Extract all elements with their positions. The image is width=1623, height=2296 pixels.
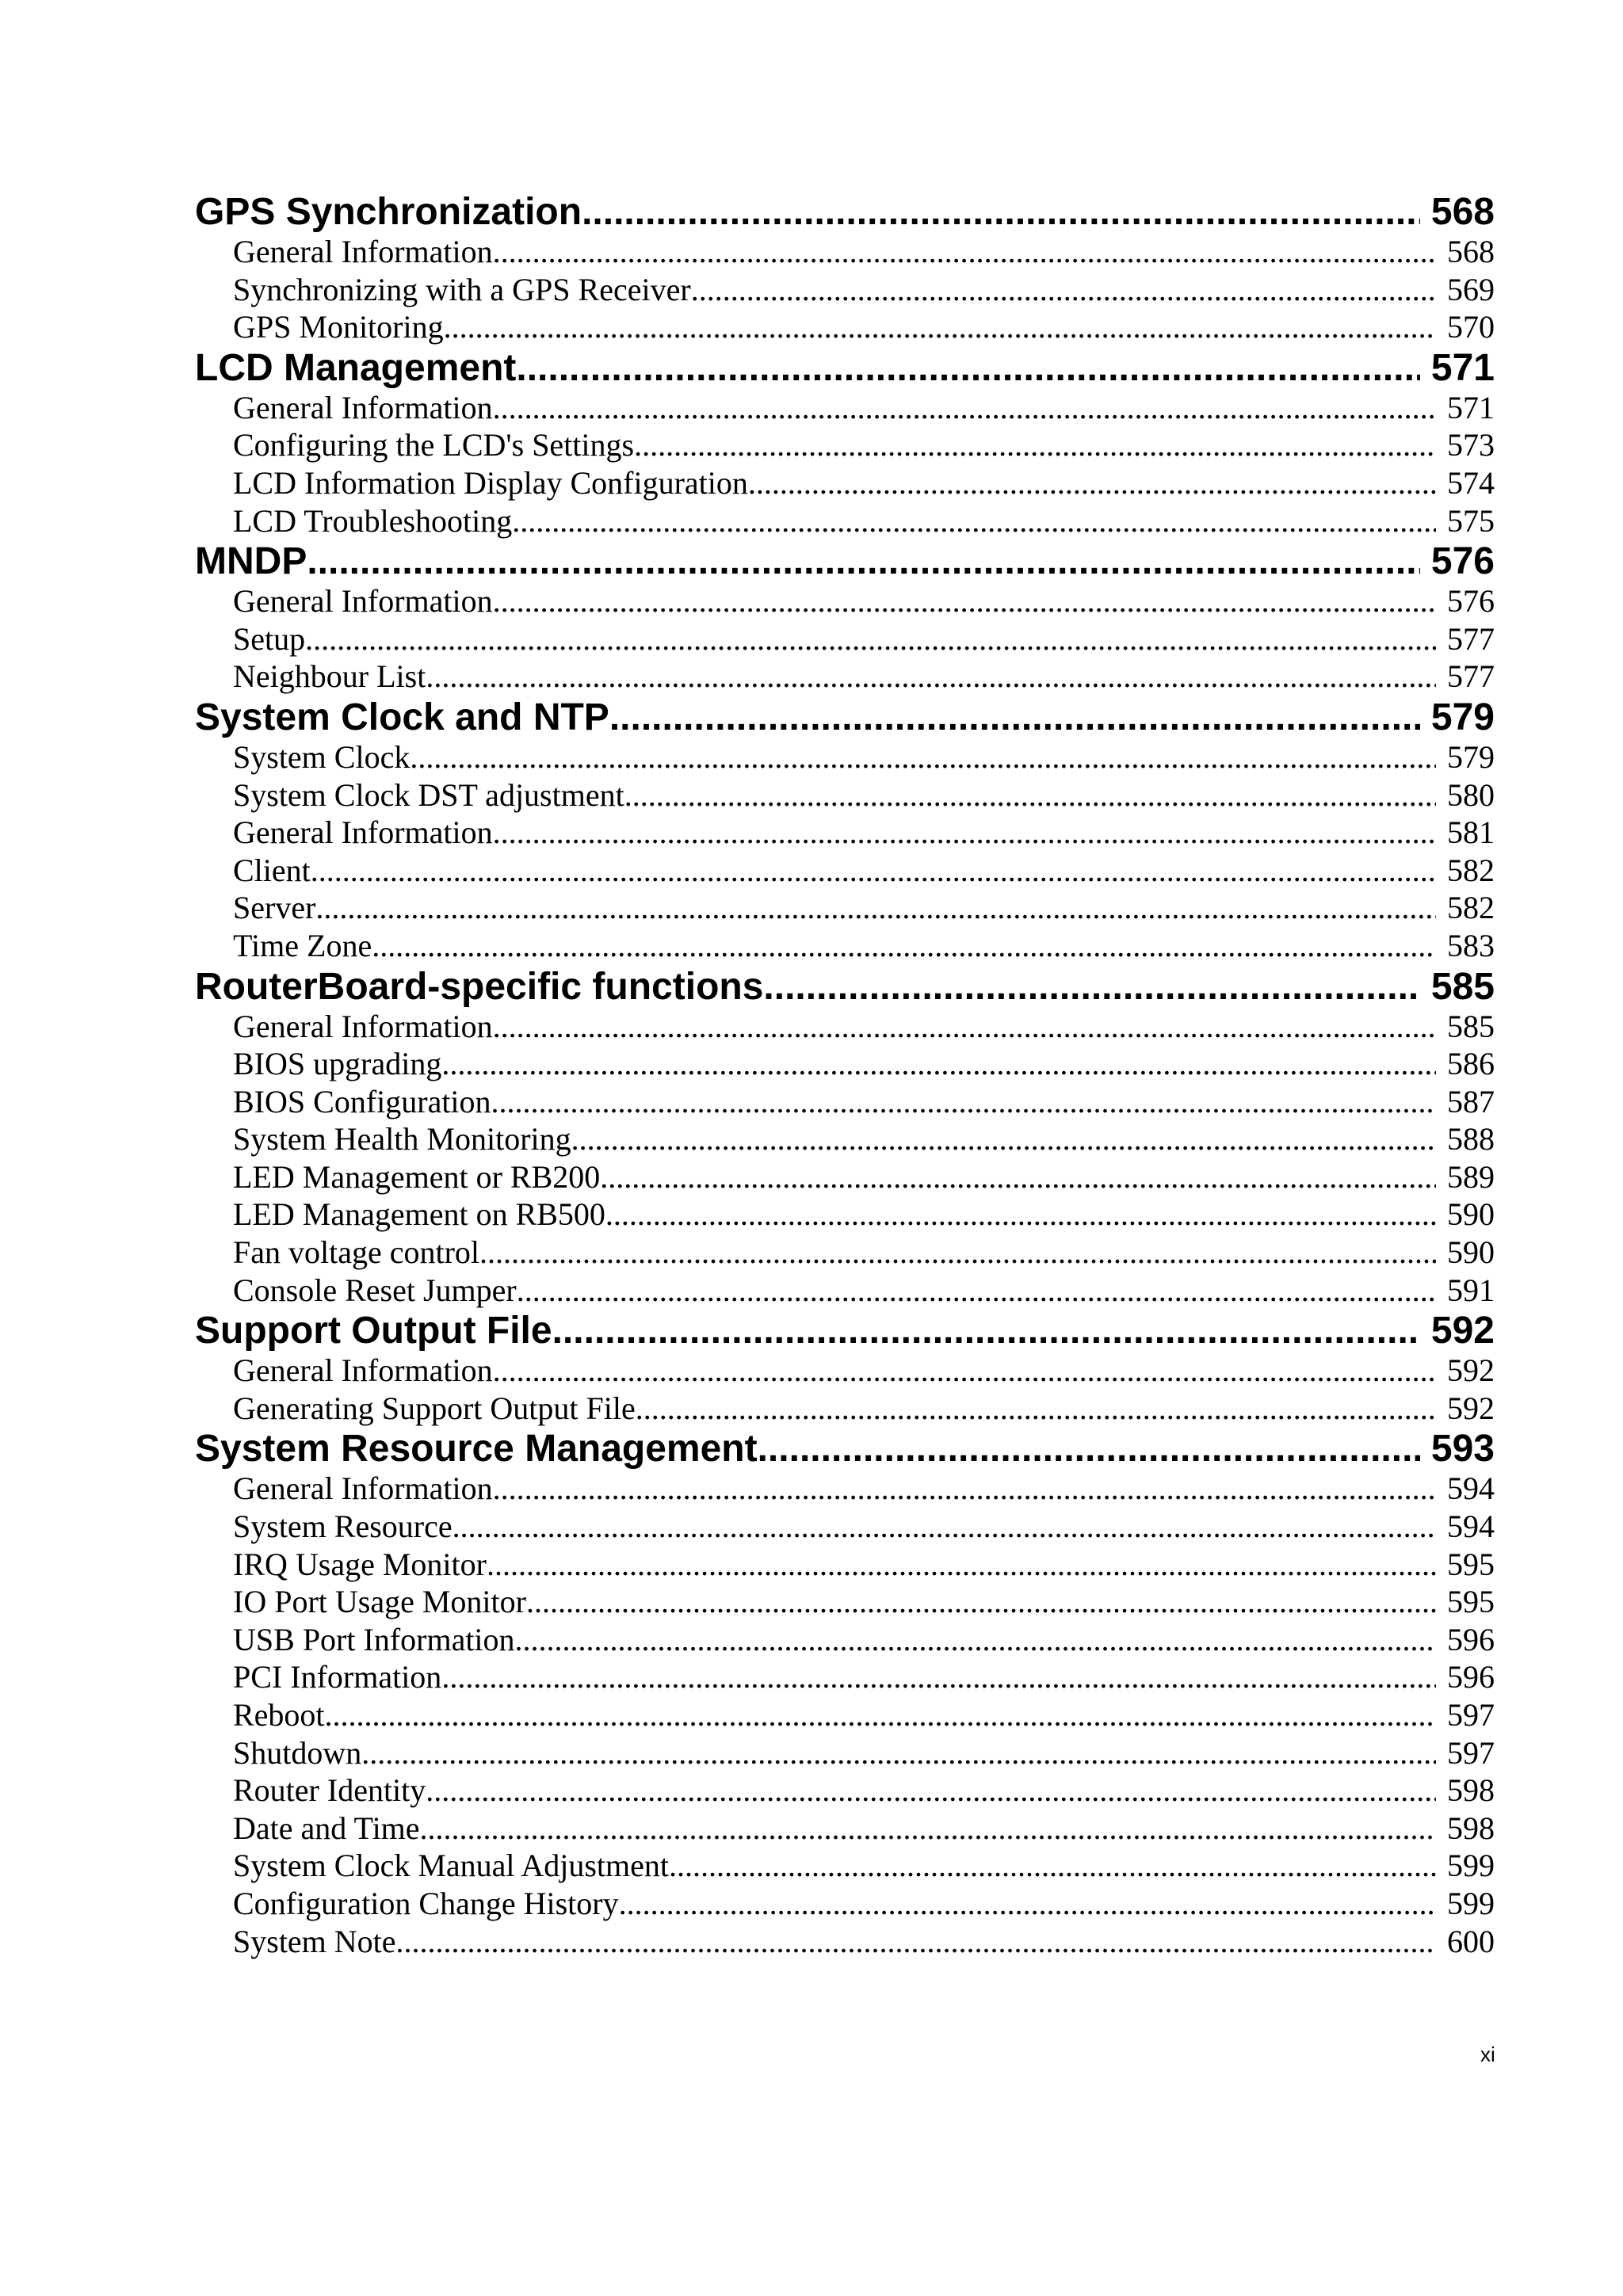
toc-entry-label: General Information	[233, 1352, 493, 1389]
toc-entry-page: 596	[1447, 1659, 1495, 1695]
page-number: xi	[1480, 2042, 1495, 2066]
toc-entry-page: 574	[1447, 464, 1495, 501]
toc-entry-page: 592	[1447, 1352, 1495, 1389]
dot-leader	[426, 1772, 1436, 1810]
toc-entry[interactable]	[195, 1120, 1495, 1158]
toc-entry-label: Date and Time	[233, 1810, 420, 1846]
dot-leader	[758, 1428, 1420, 1470]
toc-entry[interactable]	[195, 426, 1495, 464]
toc-section-heading[interactable]	[195, 697, 1495, 738]
dot-leader	[493, 582, 1436, 620]
toc-entry-page: 586	[1447, 1046, 1495, 1082]
toc-section-title: LCD Management	[195, 347, 517, 389]
toc-entry-page: 599	[1447, 1848, 1495, 1884]
toc-entry-page: 591	[1447, 1272, 1495, 1308]
toc-entry-label: Configuring the LCD's Settings	[233, 427, 635, 463]
toc-entry-page: 582	[1447, 852, 1495, 888]
toc-entry-page: 594	[1447, 1508, 1495, 1545]
toc-entry-label: Configuration Change History	[233, 1885, 619, 1921]
dot-leader	[479, 1234, 1436, 1272]
dot-leader	[571, 1120, 1436, 1158]
toc-entry[interactable]	[195, 1083, 1495, 1121]
dot-leader	[305, 620, 1436, 658]
toc-entry[interactable]	[195, 1390, 1495, 1428]
toc-entry-label: IO Port Usage Monitor	[233, 1584, 526, 1620]
toc-section-page: 571	[1430, 347, 1495, 389]
dot-leader	[493, 1008, 1436, 1046]
toc-entry-label: Time Zone	[233, 927, 372, 963]
toc-entry-page: 595	[1447, 1584, 1495, 1620]
toc-entry[interactable]	[195, 308, 1495, 346]
toc-entry-page: 576	[1447, 583, 1495, 620]
toc-entry-label: General Information	[233, 234, 493, 269]
dot-leader	[453, 1508, 1436, 1546]
dot-leader	[493, 389, 1436, 427]
toc-section-title: MNDP	[195, 541, 307, 583]
toc-entry[interactable]	[195, 582, 1495, 620]
toc-entry-label: LCD Troubleshooting	[233, 502, 513, 539]
toc-entry-page: 599	[1447, 1885, 1495, 1921]
toc-entry[interactable]	[195, 1923, 1495, 1961]
toc-entry[interactable]	[195, 502, 1495, 540]
toc-section-title: System Clock and NTP	[195, 696, 609, 738]
toc-section-page: 576	[1430, 541, 1495, 583]
toc-entry[interactable]	[195, 233, 1495, 271]
toc-entry[interactable]	[195, 1885, 1495, 1923]
toc-entry[interactable]	[195, 1847, 1495, 1885]
toc-entry-label: Generating Support Output File	[233, 1390, 636, 1426]
toc-entry-label: BIOS upgrading	[233, 1046, 442, 1082]
toc-entry-label: Synchronizing with a GPS Receiver	[233, 271, 691, 307]
dot-leader	[763, 967, 1420, 1008]
toc-entry[interactable]	[195, 1810, 1495, 1848]
toc-entry[interactable]	[195, 1158, 1495, 1196]
toc-entry[interactable]	[195, 464, 1495, 502]
toc-entry[interactable]	[195, 738, 1495, 776]
toc-entry-label: Console Reset Jumper	[233, 1272, 517, 1308]
toc-entry-label: IRQ Usage Monitor	[233, 1546, 487, 1582]
toc-section-heading[interactable]	[195, 1310, 1495, 1352]
dot-leader	[315, 889, 1436, 927]
toc-entry[interactable]	[195, 1621, 1495, 1659]
toc-entry-label: System Resource	[233, 1508, 453, 1545]
toc-section-heading[interactable]	[195, 1428, 1495, 1470]
toc-section-title: GPS Synchronization	[195, 192, 582, 233]
toc-section-page: 568	[1430, 192, 1495, 233]
toc-entry[interactable]	[195, 1045, 1495, 1083]
toc-entry[interactable]	[195, 620, 1495, 658]
toc-entry[interactable]	[195, 1470, 1495, 1508]
toc-entry-label: System Health Monitoring	[233, 1121, 571, 1158]
toc-entry-label: General Information	[233, 814, 493, 851]
toc-section-heading[interactable]	[195, 192, 1495, 233]
toc-entry[interactable]	[195, 1196, 1495, 1234]
toc-entry-label: System Clock DST adjustment	[233, 776, 624, 813]
dot-leader	[605, 1196, 1436, 1234]
toc-entry-label: System Note	[233, 1923, 396, 1959]
toc-entry-label: General Information	[233, 389, 493, 425]
toc-entry-label: LED Management or RB200	[233, 1158, 601, 1195]
toc-entry-label: General Information	[233, 1470, 493, 1507]
toc-entry[interactable]	[195, 389, 1495, 427]
toc-entry-page: 583	[1447, 927, 1495, 963]
toc-entry-page: 573	[1447, 427, 1495, 463]
dot-leader	[619, 1885, 1436, 1923]
dot-leader	[516, 348, 1420, 389]
toc-section-title: System Resource Management	[195, 1428, 758, 1470]
toc-entry-label: System Clock Manual Adjustment	[233, 1848, 669, 1884]
toc-entry-page: 597	[1447, 1697, 1495, 1733]
dot-leader	[748, 464, 1436, 502]
toc-entry[interactable]	[195, 1272, 1495, 1310]
toc-entry-page: 568	[1447, 234, 1495, 269]
dot-leader	[307, 541, 1420, 582]
dot-leader	[487, 1546, 1436, 1584]
toc-entry-page: 579	[1447, 738, 1495, 775]
dot-leader	[441, 1045, 1436, 1083]
toc-entry-page: 577	[1447, 620, 1495, 657]
toc-entry-page: 598	[1447, 1772, 1495, 1809]
toc-section-page: 593	[1430, 1428, 1495, 1470]
toc-section-heading[interactable]	[195, 967, 1495, 1008]
dot-leader	[691, 271, 1436, 309]
toc-entry[interactable]	[195, 1734, 1495, 1772]
toc-entry[interactable]	[195, 814, 1495, 852]
toc-entry[interactable]	[195, 927, 1495, 965]
toc-entry[interactable]	[195, 852, 1495, 890]
toc-entry[interactable]	[195, 1696, 1495, 1734]
toc-entry-page: 592	[1447, 1390, 1495, 1426]
toc-entry-label: Neighbour List	[233, 658, 426, 695]
dot-leader	[669, 1847, 1436, 1885]
dot-leader	[325, 1696, 1436, 1734]
toc-entry[interactable]	[195, 1772, 1495, 1810]
toc-entry-label: Reboot	[233, 1697, 325, 1733]
toc-entry[interactable]	[195, 658, 1495, 696]
toc-entry-page: 594	[1447, 1470, 1495, 1507]
toc-entry-label: General Information	[233, 583, 493, 620]
toc-entry-label: USB Port Information	[233, 1621, 515, 1657]
toc-entry-label: Fan voltage control	[233, 1234, 480, 1271]
toc-entry-page: 580	[1447, 776, 1495, 813]
dot-leader	[552, 1310, 1420, 1352]
dot-leader	[582, 192, 1420, 233]
dot-leader	[517, 1272, 1436, 1310]
toc-entry-page: 600	[1447, 1923, 1495, 1959]
toc-entry[interactable]	[195, 776, 1495, 814]
toc-entry-page: 595	[1447, 1546, 1495, 1582]
toc-entry-label: PCI Information	[233, 1659, 442, 1695]
dot-leader	[493, 814, 1436, 852]
toc-entry-page: 590	[1447, 1234, 1495, 1271]
dot-leader	[420, 1810, 1436, 1848]
toc-entry-page: 581	[1447, 814, 1495, 851]
toc-entry-label: General Information	[233, 1008, 493, 1044]
toc-section-title: RouterBoard-specific functions	[195, 966, 764, 1008]
dot-leader	[609, 697, 1420, 738]
toc-section-page: 592	[1430, 1310, 1495, 1352]
toc-section-page: 585	[1430, 966, 1495, 1008]
toc-entry-page: 569	[1447, 271, 1495, 307]
toc-entry-label: GPS Monitoring	[233, 309, 444, 345]
toc-entry-page: 587	[1447, 1083, 1495, 1119]
toc-entry-label: System Clock	[233, 738, 411, 775]
toc-entry[interactable]	[195, 889, 1495, 927]
toc-section-heading[interactable]	[195, 541, 1495, 582]
toc-entry-page: 575	[1447, 502, 1495, 539]
toc-entry[interactable]	[195, 1008, 1495, 1046]
toc-entry-label: BIOS Configuration	[233, 1083, 491, 1119]
toc-entry-page: 582	[1447, 890, 1495, 926]
dot-leader	[493, 233, 1436, 271]
toc-entry-page: 590	[1447, 1196, 1495, 1233]
toc-entry-label: LCD Information Display Configuration	[233, 464, 748, 501]
dot-leader	[493, 1352, 1436, 1390]
dot-leader	[410, 738, 1436, 776]
dot-leader	[624, 776, 1436, 814]
toc-entry-page: 598	[1447, 1810, 1495, 1846]
dot-leader	[441, 1658, 1436, 1696]
dot-leader	[361, 1734, 1436, 1772]
dot-leader	[600, 1158, 1436, 1196]
toc-entry[interactable]	[195, 1658, 1495, 1696]
dot-leader	[636, 1390, 1436, 1428]
toc-entry-page: 589	[1447, 1158, 1495, 1195]
dot-leader	[444, 308, 1436, 346]
toc-entry-label: LED Management on RB500	[233, 1196, 605, 1233]
dot-leader	[634, 426, 1436, 464]
toc-entry-page: 588	[1447, 1121, 1495, 1158]
dot-leader	[493, 1470, 1436, 1508]
toc-entry[interactable]	[195, 1508, 1495, 1546]
toc-entry-page: 571	[1447, 389, 1495, 425]
toc-entry-page: 577	[1447, 658, 1495, 695]
toc-section-heading[interactable]	[195, 348, 1495, 389]
toc-entry-label: Client	[233, 852, 311, 888]
toc-entry-page: 585	[1447, 1008, 1495, 1044]
toc-entry-label: Router Identity	[233, 1772, 426, 1809]
toc-section-title: Support Output File	[195, 1310, 552, 1352]
toc-entry[interactable]	[195, 1352, 1495, 1390]
dot-leader	[426, 658, 1436, 696]
toc-section-page: 579	[1430, 696, 1495, 738]
dot-leader	[491, 1083, 1436, 1121]
dot-leader	[311, 852, 1436, 890]
toc-entry-page: 597	[1447, 1734, 1495, 1771]
toc-entry[interactable]	[195, 1546, 1495, 1584]
toc-entry-label: Shutdown	[233, 1734, 362, 1771]
toc-entry-page: 596	[1447, 1621, 1495, 1657]
toc-entry-label: Setup	[233, 620, 306, 657]
dot-leader	[526, 1583, 1436, 1621]
dot-leader	[512, 502, 1436, 540]
dot-leader	[372, 927, 1436, 965]
toc-entry[interactable]	[195, 1234, 1495, 1272]
toc-entry[interactable]	[195, 1583, 1495, 1621]
toc-entry-page: 570	[1447, 309, 1495, 345]
table-of-contents	[195, 190, 1495, 1960]
dot-leader	[515, 1621, 1436, 1659]
dot-leader	[396, 1923, 1436, 1961]
toc-entry-label: Server	[233, 890, 316, 926]
toc-entry[interactable]	[195, 271, 1495, 309]
